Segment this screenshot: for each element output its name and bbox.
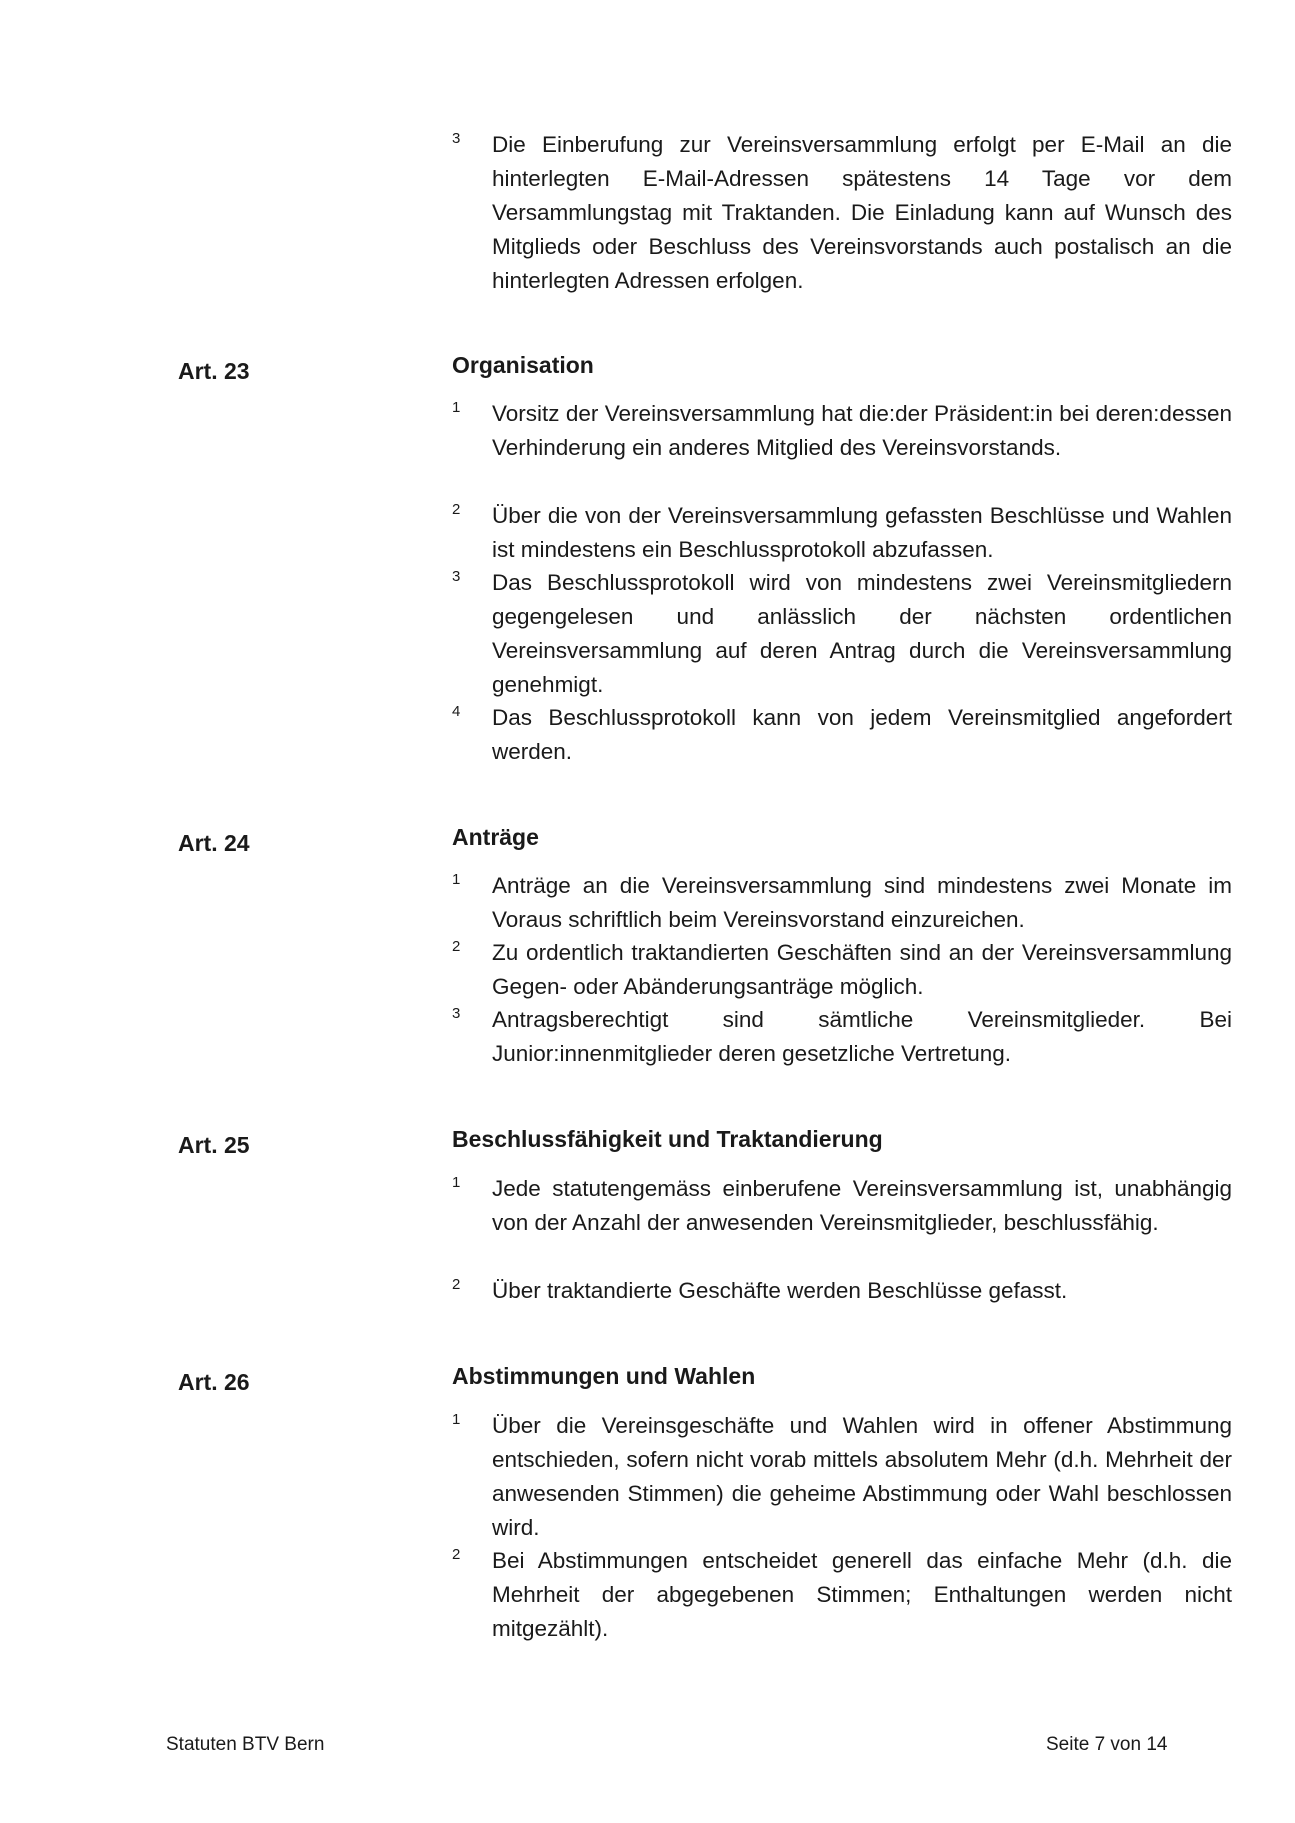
paragraph-number: 2	[452, 938, 461, 955]
article-title: Organisation	[452, 352, 594, 378]
article-label: Art. 23	[178, 358, 250, 384]
article-title: Abstimmungen und Wahlen	[452, 1363, 756, 1389]
paragraph-text: Zu ordentlich traktandierten Geschäften sind an der Vereinsversammlung Gegen- oder Abänderungsanträge möglich.	[492, 940, 1232, 999]
paragraph-number: 2	[452, 1276, 461, 1293]
paragraph-number: 3	[452, 1005, 461, 1022]
paragraph-number: 1	[452, 399, 461, 416]
paragraph-number: 1	[452, 871, 461, 888]
paragraph-text: Bei Abstimmungen entscheidet generell das einfache Mehr (d.h. die Mehrheit der abgegebenen Stimmen; Enthaltungen werden nicht mitgezählt).	[492, 1548, 1232, 1641]
paragraph-number: 1	[452, 1174, 461, 1191]
paragraph-text: Über die Vereinsgeschäfte und Wahlen wird in offener Abstimmung entschieden, sofern nicht vorab mittels absolutem Mehr (d.h. Mehrheit der anwesenden Stimmen) die geheime Abstimmung oder Wahl beschlossen wird.	[492, 1413, 1232, 1540]
footer-page-number: Seite 7 von 14	[1046, 1734, 1168, 1755]
article-label: Art. 25	[178, 1132, 250, 1158]
article-label: Art. 24	[178, 830, 250, 856]
article-label: Art. 26	[178, 1369, 250, 1395]
paragraph-text: Die Einberufung zur Vereinsversammlung erfolgt per E-Mail an die hinterlegten E-Mail-Adressen spätestens 14 Tage vor dem Versammlungstag mit Traktanden. Die Einladung kann auf Wunsch des Mitglieds oder Beschluss des Vereinsvorstands auch postalisch an die hinterlegten Adressen erfolgen.	[492, 132, 1232, 293]
article-title: Beschlussfähigkeit und Traktandierung	[452, 1126, 883, 1152]
paragraph-number: 3	[452, 568, 461, 585]
paragraph-text: Jede statutengemäss einberufene Vereinsversammlung ist, unabhängig von der Anzahl der anwesenden Vereinsmitglieder, beschlussfähig.	[492, 1176, 1232, 1235]
paragraph-number: 1	[452, 1411, 461, 1428]
paragraph-text: Über die von der Vereinsversammlung gefassten Beschlüsse und Wahlen ist mindestens ein Beschlussprotokoll abzufassen.	[492, 503, 1232, 562]
paragraph-text: Das Beschlussprotokoll kann von jedem Vereinsmitglied angefordert werden.	[492, 705, 1232, 764]
footer-document-title: Statuten BTV Bern	[166, 1734, 325, 1755]
paragraph-number: 4	[452, 703, 461, 720]
paragraph-text: Vorsitz der Vereinsversammlung hat die:der Präsident:in bei deren:dessen Verhinderung ein anderes Mitglied des Vereinsvorstands.	[492, 401, 1232, 460]
paragraph-number: 2	[452, 501, 461, 518]
article-title: Anträge	[452, 824, 539, 850]
paragraph-text: Das Beschlussprotokoll wird von mindestens zwei Vereinsmitgliedern gegengelesen und anlässlich der nächsten ordentlichen Vereinsversammlung auf deren Antrag durch die Vereinsversammlung genehmigt.	[492, 570, 1232, 697]
paragraph-text: Antragsberechtigt sind sämtliche Vereinsmitglieder. Bei Junior:innenmitglieder deren gesetzliche Vertretung.	[492, 1007, 1232, 1066]
paragraph-number: 3	[452, 130, 461, 147]
paragraph-text: Anträge an die Vereinsversammlung sind mindestens zwei Monate im Voraus schriftlich beim Vereinsvorstand einzureichen.	[492, 873, 1232, 932]
paragraph-number: 2	[452, 1546, 461, 1563]
paragraph-text: Über traktandierte Geschäfte werden Beschlüsse gefasst.	[492, 1278, 1068, 1303]
